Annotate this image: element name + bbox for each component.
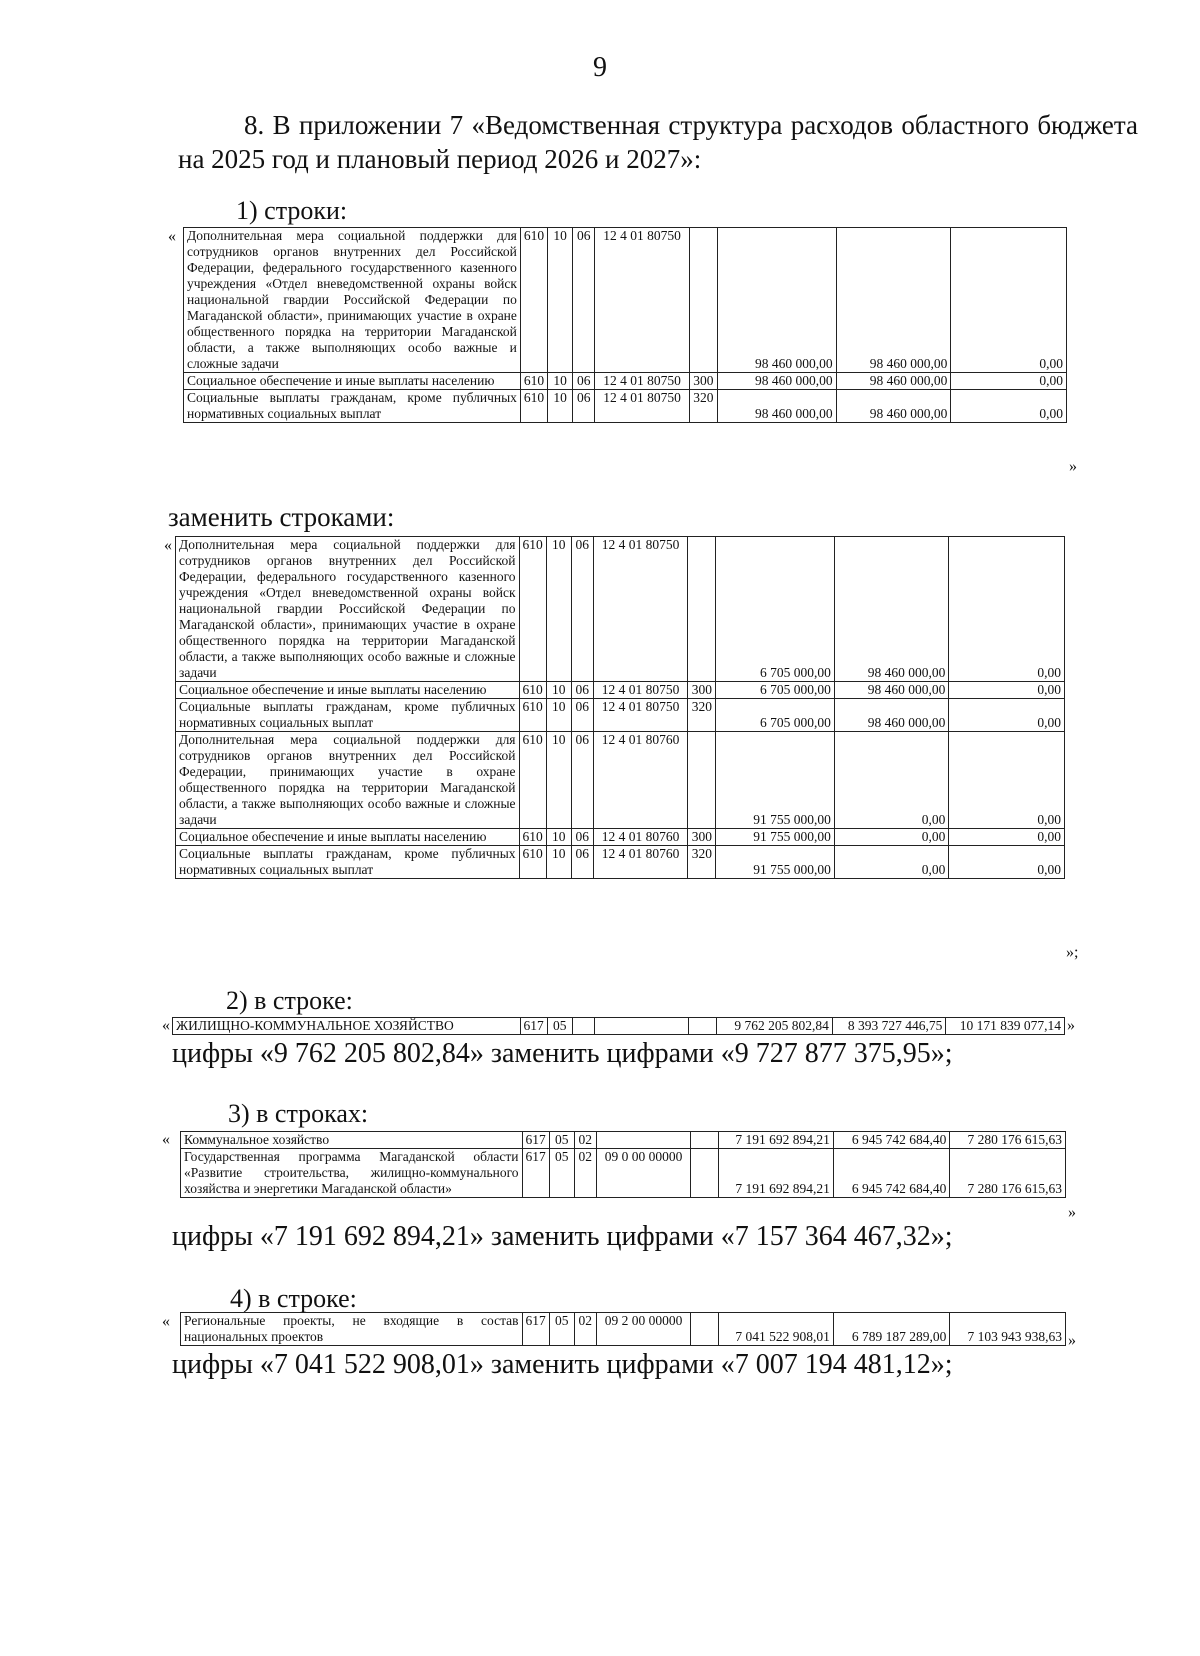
amount-2025: 6 705 000,00 xyxy=(716,699,835,732)
row-name: Коммунальное хозяйство xyxy=(181,1132,523,1149)
table-original-rows xyxy=(183,227,1067,423)
target-article-code: 12 4 01 80750 xyxy=(593,537,687,682)
row-name: Социальное обеспечение и иные выплаты населению xyxy=(184,373,521,390)
row-name: Социальные выплаты гражданам, кроме публичных нормативных социальных выплат xyxy=(184,390,521,423)
ved-code: 610 xyxy=(520,390,547,423)
close-quote: » xyxy=(1067,1017,1075,1034)
amount-2027: 7 280 176 615,63 xyxy=(950,1149,1066,1198)
target-article-code: 12 4 01 80750 xyxy=(593,682,687,699)
subsection-code: 02 xyxy=(574,1132,596,1149)
subsection-code: 06 xyxy=(573,228,595,373)
open-quote: « xyxy=(162,1131,170,1148)
instruction-3: цифры «7 191 692 894,21» заменить цифрами «7 157 364 467,32»; xyxy=(172,1221,953,1252)
table-row xyxy=(173,1018,1065,1035)
amount-2026: 0,00 xyxy=(834,829,949,846)
table-row xyxy=(184,390,1067,423)
ved-code: 617 xyxy=(522,1132,549,1149)
row-name: Государственная программа Магаданской области «Развитие строительства, жилищно-коммунального хозяйства и энергетики Магаданской области» xyxy=(181,1149,523,1198)
subsection-code: 06 xyxy=(573,373,595,390)
ved-code: 610 xyxy=(519,829,546,846)
ved-code: 610 xyxy=(519,732,546,829)
row-name: Социальные выплаты гражданам, кроме публичных нормативных социальных выплат xyxy=(176,699,520,732)
amount-2025: 98 460 000,00 xyxy=(718,390,837,423)
ved-code: 610 xyxy=(519,537,546,682)
subsection-code: 06 xyxy=(573,390,595,423)
expense-type-code xyxy=(691,1313,719,1346)
instruction-2: цифры «9 762 205 802,84» заменить цифрами «9 727 877 375,95»; xyxy=(172,1038,953,1069)
close-quote: » xyxy=(1068,1332,1076,1349)
section-code: 10 xyxy=(548,373,573,390)
amount-2025: 98 460 000,00 xyxy=(718,228,837,373)
amount-2026: 98 460 000,00 xyxy=(836,228,951,373)
expense-type-code: 300 xyxy=(688,829,716,846)
section-code: 10 xyxy=(546,537,571,682)
page-number: 9 xyxy=(593,52,607,83)
target-article-code xyxy=(596,1132,690,1149)
expense-type-code: 320 xyxy=(688,846,716,879)
amount-2026: 98 460 000,00 xyxy=(836,390,951,423)
amount-2026: 8 393 727 446,75 xyxy=(832,1018,946,1035)
subsection-code: 06 xyxy=(571,846,593,879)
row-name: Региональные проекты, не входящие в состав национальных проектов xyxy=(181,1313,523,1346)
amount-2027: 0,00 xyxy=(949,732,1065,829)
amount-2025: 98 460 000,00 xyxy=(718,373,837,390)
section-1b-label: заменить строками: xyxy=(168,502,395,532)
section-code: 10 xyxy=(546,829,571,846)
target-article-code: 09 0 00 00000 xyxy=(596,1149,690,1198)
section-code: 10 xyxy=(546,682,571,699)
table-row xyxy=(176,537,1065,682)
amount-2025: 6 705 000,00 xyxy=(716,537,835,682)
subsection-code: 06 xyxy=(571,537,593,682)
ved-code: 617 xyxy=(522,1149,549,1198)
amount-2025: 91 755 000,00 xyxy=(716,829,835,846)
table-row xyxy=(181,1132,1066,1149)
amount-2026: 6 945 742 684,40 xyxy=(833,1132,950,1149)
amount-2025: 6 705 000,00 xyxy=(716,682,835,699)
instruction-4: цифры «7 041 522 908,01» заменить цифрами «7 007 194 481,12»; xyxy=(172,1349,953,1380)
table-row xyxy=(181,1149,1066,1198)
subsection-code: 02 xyxy=(574,1313,596,1346)
row-name: ЖИЛИЩНО-КОММУНАЛЬНОЕ ХОЗЯЙСТВО xyxy=(173,1018,521,1035)
amount-2026: 98 460 000,00 xyxy=(834,682,949,699)
target-article-code: 12 4 01 80750 xyxy=(595,390,690,423)
target-article-code: 12 4 01 80760 xyxy=(593,829,687,846)
expense-type-code xyxy=(691,1149,719,1198)
section-code: 10 xyxy=(546,846,571,879)
section-code: 10 xyxy=(548,228,573,373)
row-name: Социальное обеспечение и иные выплаты населению xyxy=(176,682,520,699)
expense-type-code xyxy=(688,537,716,682)
target-article-code: 09 2 00 00000 xyxy=(596,1313,690,1346)
table-row xyxy=(176,846,1065,879)
amount-2027: 0,00 xyxy=(949,682,1065,699)
ved-code: 610 xyxy=(520,228,547,373)
expense-type-code xyxy=(689,1018,717,1035)
table-row xyxy=(184,373,1067,390)
expense-type-code xyxy=(691,1132,719,1149)
expense-type-code: 300 xyxy=(688,682,716,699)
amount-2025: 7 191 692 894,21 xyxy=(719,1149,834,1198)
target-article-code: 12 4 01 80760 xyxy=(593,732,687,829)
amount-2026: 0,00 xyxy=(834,846,949,879)
table-row xyxy=(181,1313,1066,1346)
subsection-code: 06 xyxy=(571,829,593,846)
amount-2027: 7 280 176 615,63 xyxy=(950,1132,1066,1149)
open-quote: « xyxy=(164,537,172,554)
amount-2025: 9 762 205 802,84 xyxy=(717,1018,833,1035)
amount-2026: 98 460 000,00 xyxy=(834,699,949,732)
close-quote: »; xyxy=(1066,944,1079,961)
open-quote: « xyxy=(162,1017,170,1034)
amount-2025: 7 041 522 908,01 xyxy=(719,1313,834,1346)
amount-2027: 0,00 xyxy=(951,373,1067,390)
amount-2027: 10 171 839 077,14 xyxy=(946,1018,1065,1035)
row-name: Социальное обеспечение и иные выплаты населению xyxy=(176,829,520,846)
close-quote: » xyxy=(1068,1204,1076,1221)
open-quote: « xyxy=(162,1313,170,1330)
table-replacement-rows xyxy=(175,536,1065,879)
section-code: 05 xyxy=(547,1018,572,1035)
amount-2026: 6 945 742 684,40 xyxy=(833,1149,950,1198)
subsection-code: 02 xyxy=(574,1149,596,1198)
amount-2027: 0,00 xyxy=(951,228,1067,373)
row-name: Дополнительная мера социальной поддержки для сотрудников органов внутренних дел Российской Федерации, федерального государственного казенного учреждения «Отдел вневедомственной охраны войск национальной гвардии Российской Федерации по Магаданской области», принимающих участие в охране общественного порядка на территории Магаданской области, а также выполняющих особо важные и сложные задачи xyxy=(176,537,520,682)
amount-2025: 7 191 692 894,21 xyxy=(719,1132,834,1149)
ved-code: 610 xyxy=(519,699,546,732)
ved-code: 617 xyxy=(522,1313,549,1346)
section-code: 10 xyxy=(548,390,573,423)
table-row xyxy=(176,699,1065,732)
amount-2027: 0,00 xyxy=(949,699,1065,732)
row-name: Дополнительная мера социальной поддержки для сотрудников органов внутренних дел Российской Федерации, федерального государственного казенного учреждения «Отдел вневедомственной охраны войск национальной гвардии Российской Федерации по Магаданской области», принимающих участие в охране общественного порядка на территории Магаданской области, а также выполняющих особо важные и сложные задачи xyxy=(184,228,521,373)
table-row xyxy=(176,682,1065,699)
section-code: 10 xyxy=(546,699,571,732)
table-row xyxy=(184,228,1067,373)
table-row xyxy=(176,829,1065,846)
target-article-code: 12 4 01 80750 xyxy=(595,373,690,390)
open-quote: « xyxy=(168,228,176,245)
expense-type-code: 300 xyxy=(689,373,717,390)
table-communal-rows xyxy=(180,1131,1066,1198)
close-quote: » xyxy=(1069,458,1077,475)
section-heading: 8. В приложении 7 «Ведомственная структура расходов областного бюджета на 2025 год и плановый период 2026 и 2027»: xyxy=(178,110,1138,174)
table-housing-row xyxy=(172,1017,1065,1035)
amount-2026: 98 460 000,00 xyxy=(834,537,949,682)
amount-2027: 0,00 xyxy=(951,390,1067,423)
ved-code: 610 xyxy=(520,373,547,390)
expense-type-code: 320 xyxy=(688,699,716,732)
ved-code: 610 xyxy=(519,846,546,879)
amount-2025: 91 755 000,00 xyxy=(716,846,835,879)
amount-2026: 0,00 xyxy=(834,732,949,829)
section-code: 05 xyxy=(549,1149,574,1198)
amount-2027: 7 103 943 938,63 xyxy=(950,1313,1066,1346)
section-1-label: 1) строки: xyxy=(236,196,348,225)
row-name: Социальные выплаты гражданам, кроме публичных нормативных социальных выплат xyxy=(176,846,520,879)
target-article-code: 12 4 01 80750 xyxy=(595,228,690,373)
section-4-label: 4) в строке: xyxy=(230,1284,357,1313)
subsection-code: 06 xyxy=(571,699,593,732)
subsection-code: 06 xyxy=(571,682,593,699)
section-2-label: 2) в строке: xyxy=(226,986,353,1015)
expense-type-code xyxy=(689,228,717,373)
subsection-code: 06 xyxy=(571,732,593,829)
ved-code: 610 xyxy=(519,682,546,699)
section-code: 05 xyxy=(549,1313,574,1346)
target-article-code xyxy=(594,1018,688,1035)
section-3-label: 3) в строках: xyxy=(228,1099,369,1128)
expense-type-code: 320 xyxy=(689,390,717,423)
target-article-code: 12 4 01 80760 xyxy=(593,846,687,879)
amount-2025: 91 755 000,00 xyxy=(716,732,835,829)
section-code: 05 xyxy=(549,1132,574,1149)
row-name: Дополнительная мера социальной поддержки для сотрудников органов внутренних дел Российской Федерации, принимающих участие в охране общественного порядка на территории Магаданской области, а также выполняющих особо важные и сложные задачи xyxy=(176,732,520,829)
table-row xyxy=(176,732,1065,829)
target-article-code: 12 4 01 80750 xyxy=(593,699,687,732)
subsection-code xyxy=(572,1018,594,1035)
section-code: 10 xyxy=(546,732,571,829)
amount-2027: 0,00 xyxy=(949,846,1065,879)
expense-type-code xyxy=(688,732,716,829)
ved-code: 617 xyxy=(520,1018,547,1035)
amount-2026: 98 460 000,00 xyxy=(836,373,951,390)
amount-2027: 0,00 xyxy=(949,829,1065,846)
table-regional-row xyxy=(180,1312,1066,1346)
amount-2026: 6 789 187 289,00 xyxy=(833,1313,950,1346)
amount-2027: 0,00 xyxy=(949,537,1065,682)
